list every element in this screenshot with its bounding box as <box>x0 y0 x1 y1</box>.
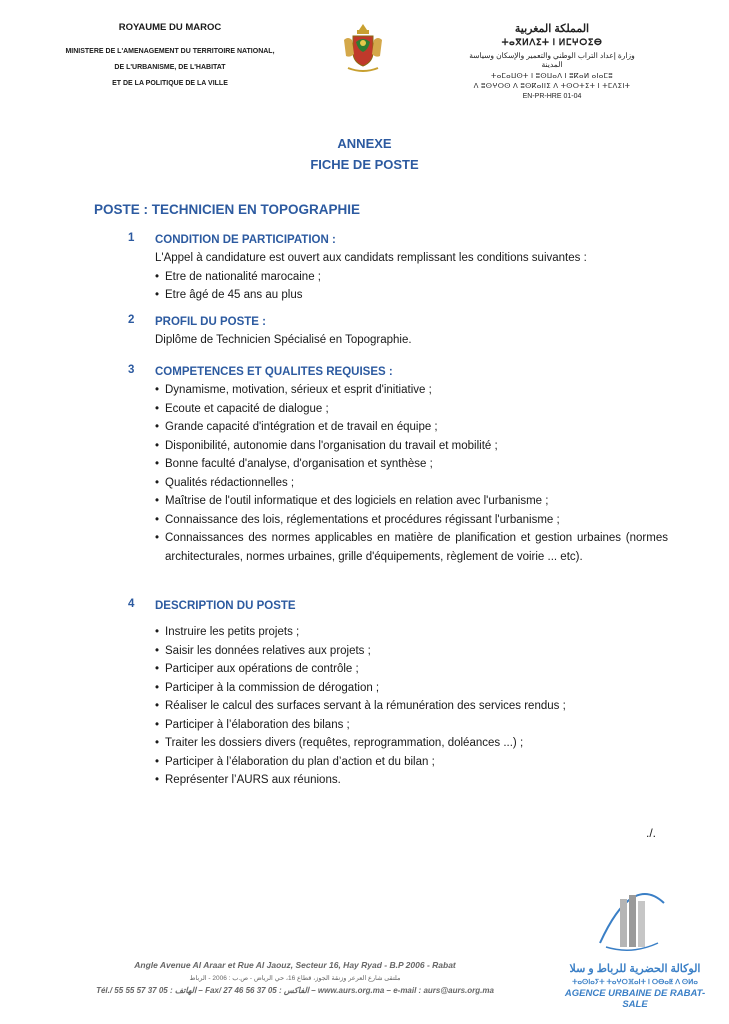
ministry-line-2: DE L'URBANISME, DE L'HABITAT <box>114 64 226 71</box>
poste-title: POSTE : TECHNICIEN EN TOPOGRAPHIE <box>94 202 361 217</box>
list-item: • Dynamisme, motivation, sérieux et esprit d'initiative ; <box>155 381 668 400</box>
section-number: 3 <box>128 364 135 376</box>
footer-address: Angle Avenue Al Araar et Rue Al Jaouz, Secteur 16, Hay Ryad - B.P 2006 - Rabat <box>134 960 456 970</box>
annexe-title: ANNEXE <box>337 136 392 151</box>
section-number: 1 <box>128 232 135 244</box>
section-conditions <box>128 232 668 305</box>
section-description <box>128 598 668 790</box>
list-item: • Participer à la commission de dérogation ; <box>155 679 668 698</box>
tifinagh-ministry-line-1: ⵜⴰⵎⴰⵡⵙⵜ ⵏ ⵓⵙⵡⴰⴷ ⵏ ⵓⴽⴰⵍ ⴰⵏⴰⵎⵓ <box>491 73 613 80</box>
section-text: Diplôme de Technicien Spécialisé en Topographie. <box>155 334 412 346</box>
list-item: • Etre de nationalité marocaine ; <box>155 268 668 287</box>
document-reference: EN-PR-HRE 01-04 <box>522 93 582 100</box>
list-item: • Grande capacité d'intégration et de travail en équipe ; <box>155 418 668 437</box>
tifinagh-kingdom: ⵜⴰⴳⵍⴷⵉⵜ ⵏ ⵍⵎⵖⵔⵉⴱ <box>501 37 603 47</box>
section-competences <box>128 364 668 566</box>
arabic-ministry: وزارة إعداد التراب الوطني والتعمير والإسكان وسياسة المدينة <box>469 51 635 69</box>
section-title: DESCRIPTION DU POSTE <box>155 600 296 612</box>
conditions-list <box>155 268 668 305</box>
fiche-title: FICHE DE POSTE <box>310 157 419 172</box>
section-number: 4 <box>128 598 135 610</box>
list-item: • Etre âgé de 45 ans au plus <box>155 286 668 305</box>
header-right <box>462 22 642 100</box>
list-item: • Participer aux opérations de contrôle ; <box>155 660 668 679</box>
list-item: • Traiter les dossiers divers (requêtes, reprogrammation, doléances ...) ; <box>155 734 668 753</box>
list-item: • Maîtrise de l'outil informatique et des logiciels en relation avec l'urbanisme ; <box>155 492 668 511</box>
footer-address-arabic: ملتقى شارع العرعر وزنقة الجوز، قطاع 16، حي الرياض - ص.ب : 2006 - الرباط <box>189 975 401 982</box>
ministry-line-1: MINISTERE DE L'AMENAGEMENT DU TERRITOIRE NATIONAL, <box>65 48 275 55</box>
list-item: • Connaissances des normes applicables en matière de planification et gestion urbaines (normes architecturales, normes urbaines, grille d'équipements, règlement de voirie ... etc). <box>155 529 668 566</box>
tifinagh-ministry-line-2: ⴷ ⵓⵙⵖⵔⵙ ⴷ ⵓⵙⴽⴰⵏⵏⵉ ⴷ ⵜⵙⵔⵜⵉⵜ ⵏ ⵜⵎⴷⵉⵏⵜ <box>473 83 631 90</box>
list-item: • Instruire les petits projets ; <box>155 623 668 642</box>
header-left <box>50 22 290 92</box>
agency-name-arabic: الوكالة الحضرية للرباط و سلا <box>569 963 701 975</box>
competences-list <box>155 381 668 566</box>
section-title: PROFIL DU POSTE : <box>155 316 266 328</box>
agency-logo-icon <box>592 885 672 957</box>
section-profil <box>128 314 668 350</box>
list-item: • Participer à l’élaboration du plan d’action et du bilan ; <box>155 753 668 772</box>
arabic-kingdom: المملكة المغربية <box>514 23 590 35</box>
ministry-line-3: ET DE LA POLITIQUE DE LA VILLE <box>112 80 228 87</box>
list-item: • Qualités rédactionnelles ; <box>155 474 668 493</box>
list-item: • Saisir les données relatives aux projets ; <box>155 642 668 661</box>
agency-name-tifinagh: ⵜⴰⵙⵏⴰⵢⵜ ⵜⴰⵖⵔⴼⴰⵏⵜ ⵏ ⵔⴱⴰⵟ ⴷ ⵙⵍⴰ <box>572 979 698 986</box>
agency-name-french: AGENCE URBAINE DE RABAT-SALE <box>564 988 706 1010</box>
list-item: • Ecoute et capacité de dialogue ; <box>155 400 668 419</box>
section-title: CONDITION DE PARTICIPATION : <box>155 234 336 246</box>
list-item: • Réaliser le calcul des surfaces servant à la rémunération des services rendus ; <box>155 697 668 716</box>
description-list <box>155 623 668 790</box>
kingdom-label: ROYAUME DU MAROC <box>118 22 222 33</box>
continuation-mark: ./. <box>646 826 657 840</box>
section-intro: L'Appel à candidature est ouvert aux candidats remplissant les conditions suivantes : <box>155 252 587 264</box>
royal-emblem-icon <box>340 22 386 74</box>
section-number: 2 <box>128 314 135 326</box>
footer-contact: Tél./ الهاتف : 05 37 57 55 55 – Fax/ الفاكس : 05 37 56 46 27 – www.aurs.org.ma – e-mail : aurs@aurs.org.ma <box>96 986 494 995</box>
list-item: • Représenter l’AURS aux réunions. <box>155 771 668 790</box>
list-item: • Participer à l’élaboration des bilans ; <box>155 716 668 735</box>
list-item: • Bonne faculté d'analyse, d'organisation et synthèse ; <box>155 455 668 474</box>
footer <box>50 960 540 995</box>
section-title: COMPETENCES ET QUALITES REQUISES : <box>155 366 393 378</box>
list-item: • Disponibilité, autonomie dans l'organisation du travail et mobilité ; <box>155 437 668 456</box>
list-item: • Connaissance des lois, réglementations et procédures régissant l'urbanisme ; <box>155 511 668 530</box>
